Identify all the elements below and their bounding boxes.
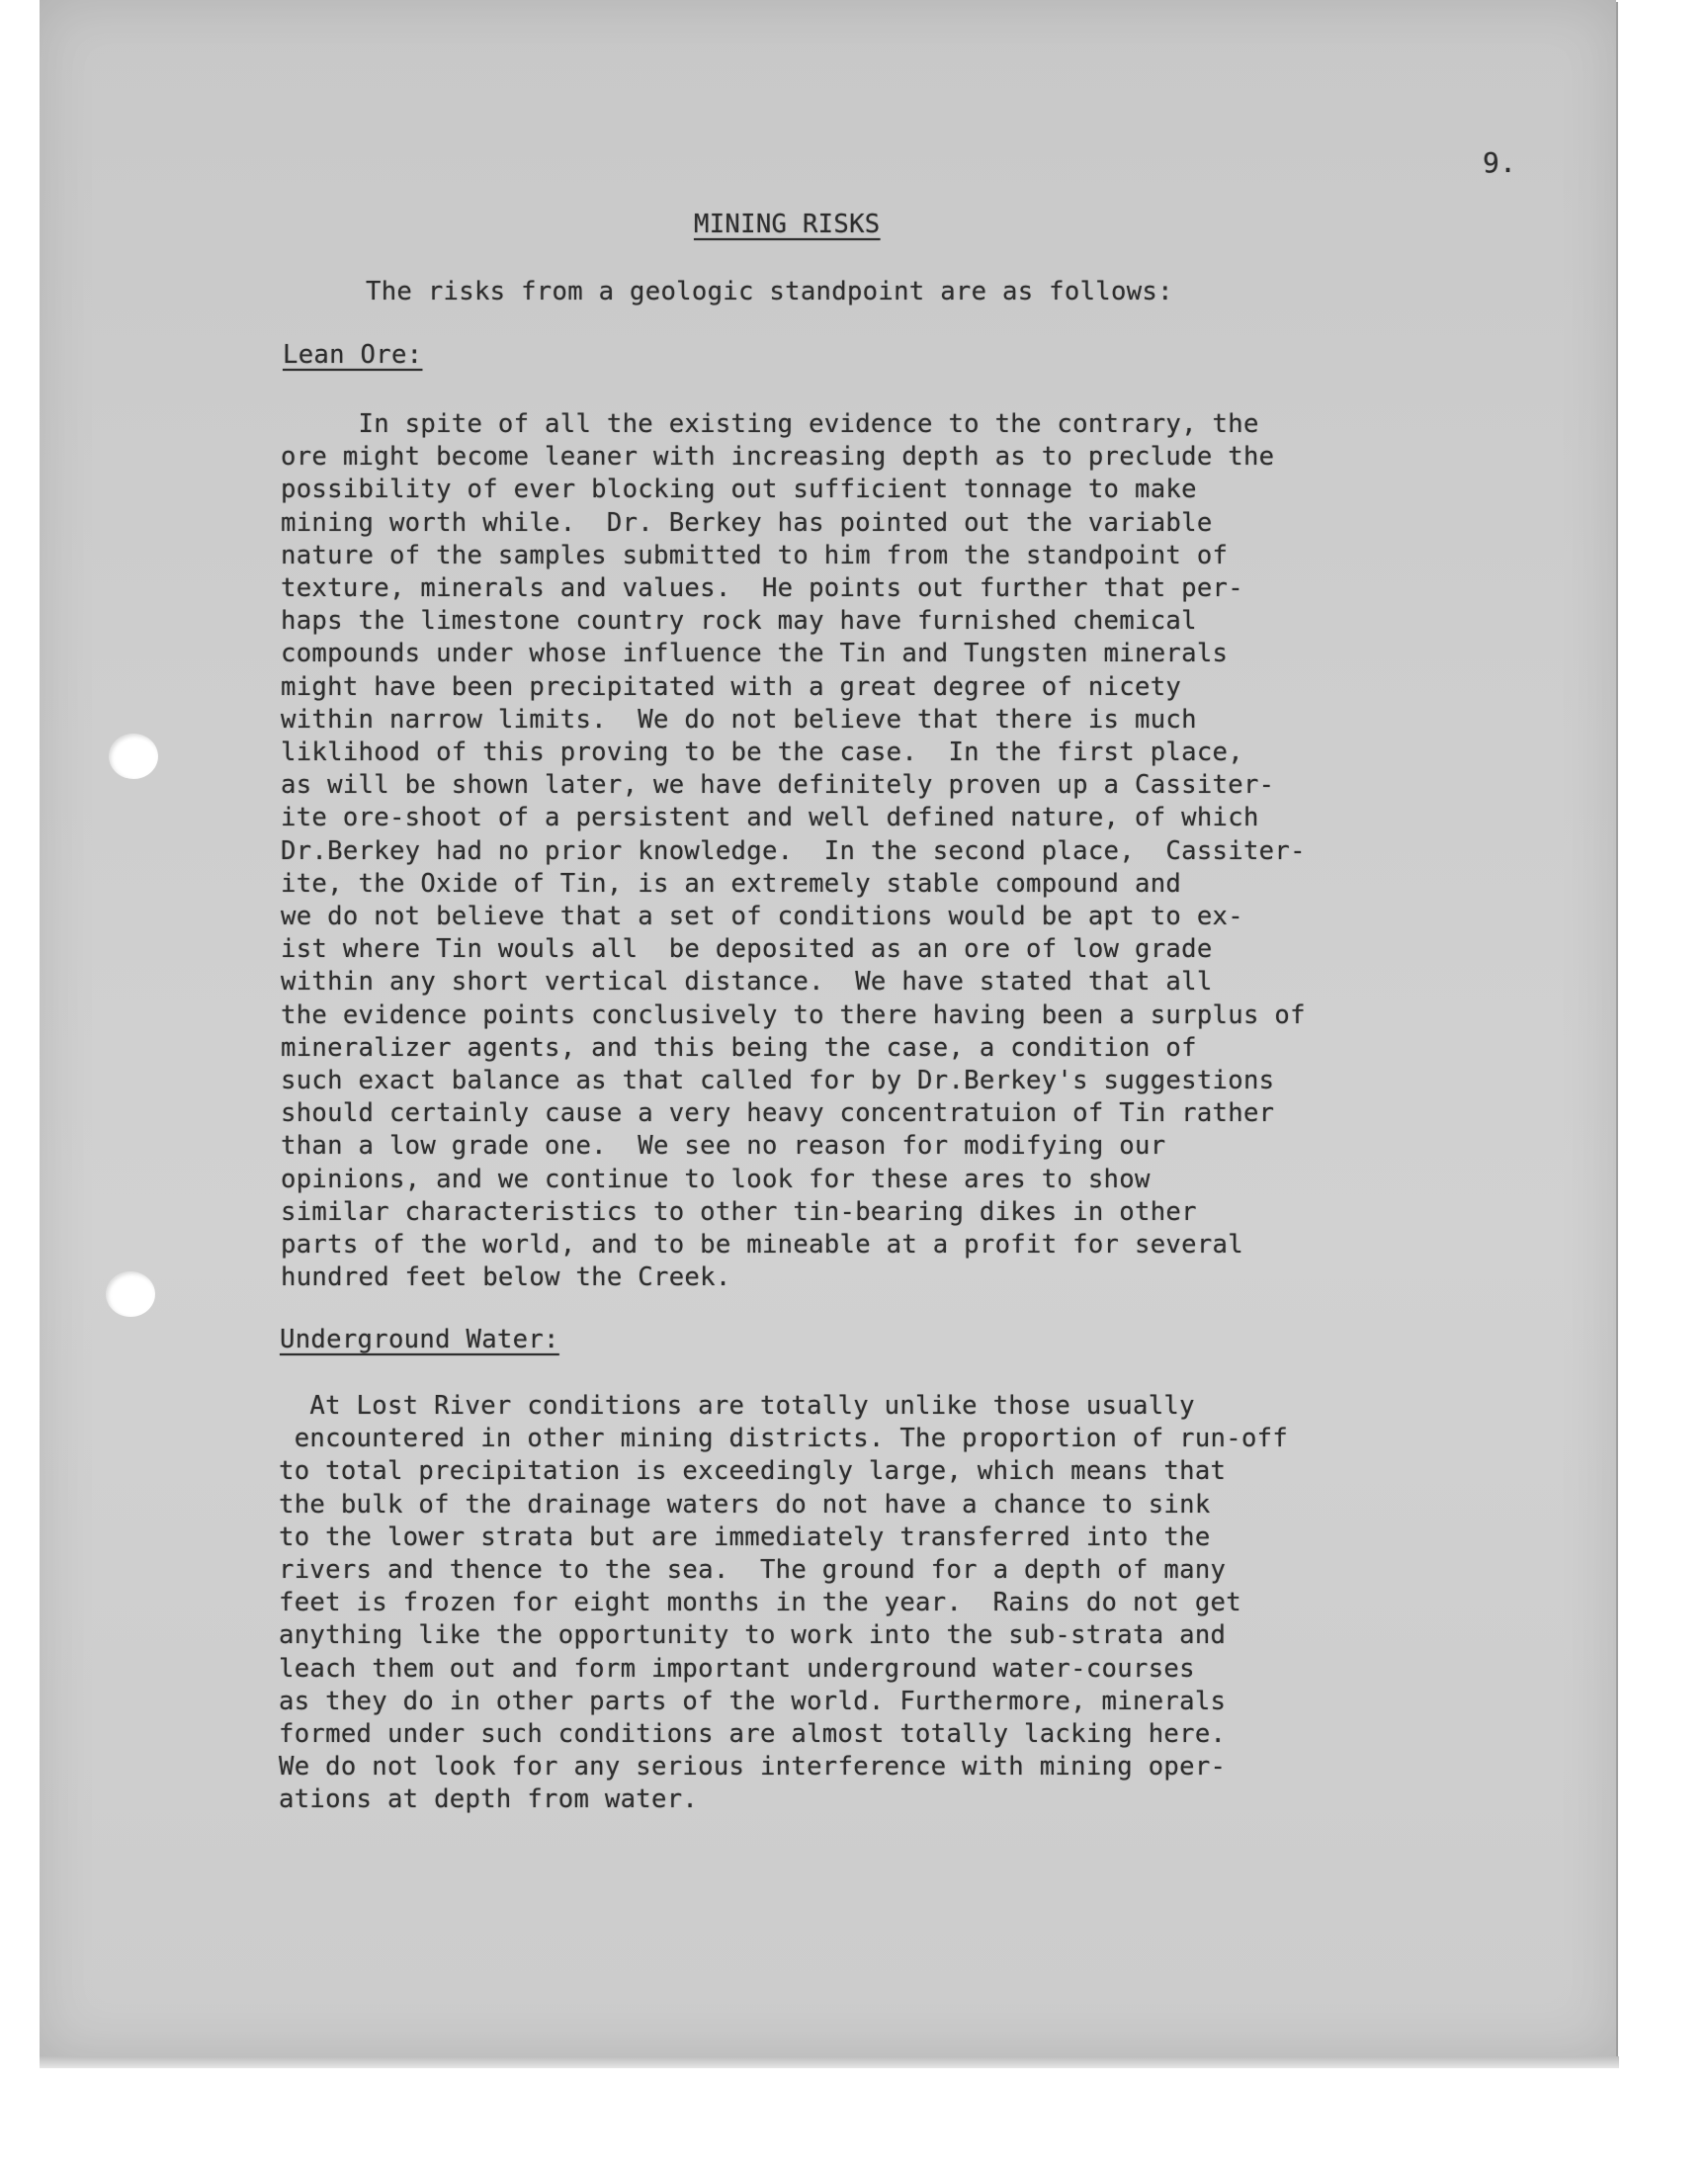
text-line: hundred feet below the Creek.: [281, 1262, 731, 1293]
text-line: feet is frozen for eight months in the year. Rains do not get: [279, 1588, 1241, 1618]
text-line: ite, the Oxide of Tin, is an extremely stable compound and: [281, 868, 1182, 899]
text-line: nature of the samples submitted to him from the standpoint of: [281, 540, 1229, 570]
text-line: the evidence points conclusively to there having been a surplus of: [281, 1000, 1306, 1030]
text-line: In spite of all the existing evidence to the contrary, the: [281, 409, 1259, 439]
text-line: ist where Tin wouls all be deposited as an ore of low grade: [281, 934, 1213, 965]
text-line: within any short vertical distance. We have stated that all: [281, 967, 1213, 998]
text-line: mining worth while. Dr. Berkey has pointed out the variable: [281, 507, 1213, 538]
text-line: ations at depth from water.: [279, 1784, 699, 1815]
punch-hole-upper: [109, 734, 158, 779]
intro-sentence: The risks from a geologic standpoint are as follows:: [366, 277, 1173, 306]
section-heading-lean-ore: Lean Ore:: [283, 340, 423, 370]
text-line: as they do in other parts of the world. Furthermore, minerals: [279, 1686, 1227, 1716]
punch-hole-lower: [106, 1271, 155, 1317]
text-line: within narrow limits. We do not believe that there is much: [281, 704, 1197, 735]
text-line: compounds under whose influence the Tin and Tungsten minerals: [281, 639, 1229, 669]
text-line: parts of the world, and to be mineable at a profit for several: [281, 1230, 1243, 1261]
text-line: anything like the opportunity to work into the sub-strata and: [279, 1620, 1227, 1651]
text-line: haps the limestone country rock may have furnished chemical: [281, 606, 1197, 637]
text-line: as will be shown later, we have definitely proven up a Cassiter-: [281, 770, 1275, 801]
text-line: the bulk of the drainage waters do not have a chance to sink: [279, 1489, 1211, 1520]
text-line: than a low grade one. We see no reason for modifying our: [281, 1131, 1166, 1162]
text-line: might have been precipitated with a great degree of nicety: [281, 671, 1182, 702]
text-line: such exact balance as that called for by Dr.Berkey's suggestions: [281, 1066, 1275, 1096]
text-line: opinions, and we continue to look for these ares to show: [281, 1164, 1151, 1194]
text-line: ite ore-shoot of a persistent and well defined nature, of which: [281, 803, 1259, 833]
text-line: We do not look for any serious interference with mining oper-: [279, 1752, 1227, 1783]
text-line: encountered in other mining districts. The proportion of run-off: [279, 1424, 1289, 1454]
section-body-underground-water: [279, 1390, 1288, 1817]
text-line: possibility of ever blocking out sufficient tonnage to make: [281, 475, 1197, 505]
sheet-edge: [40, 2056, 1619, 2068]
text-line: Dr.Berkey had no prior knowledge. In the second place, Cassiter-: [281, 835, 1306, 866]
section-body-lean-ore: [281, 408, 1306, 1294]
section-heading-underground-water: Underground Water:: [280, 1325, 559, 1354]
text-line: ore might become leaner with increasing depth as to preclude the: [281, 442, 1275, 473]
text-line: rivers and thence to the sea. The ground for a depth of many: [279, 1555, 1227, 1586]
text-line: At Lost River conditions are totally unlike those usually: [279, 1391, 1195, 1421]
text-line: to total precipitation is exceedingly large, which means that: [279, 1456, 1227, 1487]
text-line: texture, minerals and values. He points out further that per-: [281, 573, 1243, 604]
text-line: to the lower strata but are immediately transferred into the: [279, 1522, 1211, 1552]
text-line: should certainly cause a very heavy concentratuion of Tin rather: [281, 1098, 1275, 1129]
text-line: mineralizer agents, and this being the case, a condition of: [281, 1032, 1197, 1063]
text-line: similar characteristics to other tin-bearing dikes in other: [281, 1196, 1197, 1227]
page-number: 9.: [1483, 146, 1517, 179]
text-line: leach them out and form important underground water-courses: [279, 1653, 1195, 1684]
text-line: we do not believe that a set of conditions would be apt to ex-: [281, 902, 1243, 932]
text-line: liklihood of this proving to be the case. In the first place,: [281, 738, 1243, 768]
page-title: MINING RISKS: [694, 210, 881, 239]
text-line: formed under such conditions are almost totally lacking here.: [279, 1719, 1227, 1750]
